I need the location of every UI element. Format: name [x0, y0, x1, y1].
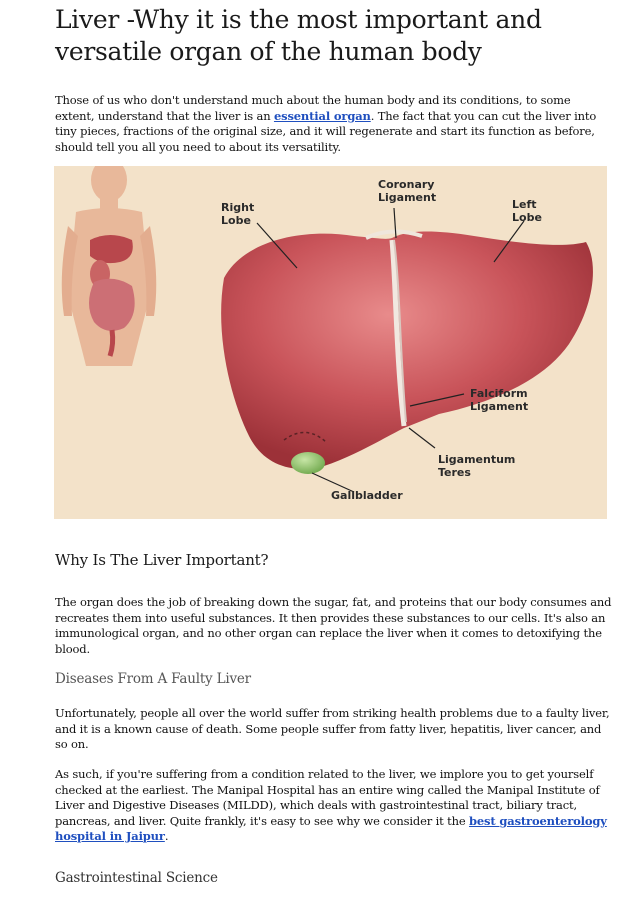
- section2-paragraph-1: Unfortunately, people all over the world suffer from striking health problems due to a faulty liver, and it is a known cause of death. Some people suffer from fatty liver, hepatitis, liver cancer, and so on.: [55, 706, 610, 751]
- section2-text-after: .: [164, 829, 169, 843]
- essential-organ-link[interactable]: essential organ: [273, 108, 371, 123]
- intro-paragraph: [55, 93, 613, 155]
- liver-diagram: [54, 166, 607, 519]
- section2-text-before: As such, if you're suffering from a condition related to the liver, we implore you to get yourself checked at the earliest. The Manipal Hospital has an entire wing called the Manipal Institute of Liver and Digestive Diseases (MILDD), which deals with gastrointestinal tract, biliary tract, pancreas, and liver. Quite frankly, it's easy to see why we consider it the: [55, 767, 600, 828]
- label-coronary-ligament: Coronary Ligament: [378, 178, 437, 204]
- label-falciform-ligament: Falciform Ligament: [470, 387, 529, 413]
- section2-paragraph-2: [55, 767, 613, 845]
- intro-text-before: Those of us who don't understand much about the human body and its conditions, to some extent, understand that the liver is an: [55, 93, 571, 123]
- gastroenterology-hospital-link[interactable]: best gastroenterology hospital in Jaipur: [55, 813, 607, 843]
- section-heading-why-important: Why Is The Liver Important?: [55, 551, 269, 569]
- label-right-lobe: Right Lobe: [221, 201, 255, 227]
- intro-text-after: . The fact that you can cut the liver into tiny pieces, fractions of the original size, and it will regenerate and start its function as before, should tell you all you need to about its versatility.: [55, 108, 597, 154]
- liver-anatomy-figure: [54, 166, 607, 519]
- label-gallbladder: Gallbladder: [331, 489, 403, 502]
- section-heading-diseases: Diseases From A Faulty Liver: [55, 671, 251, 687]
- section1-paragraph: The organ does the job of breaking down the sugar, fat, and proteins that our body consumes and recreates them into useful substances. It then provides these substances to our cells. It's also an immunological organ, and no other organ can replace the liver when it comes to detoxifying the blood.: [55, 595, 612, 656]
- label-left-lobe: Left Lobe: [512, 198, 542, 224]
- section-heading-gastrointestinal: Gastrointestinal Science: [55, 870, 218, 886]
- gallbladder-shape: [291, 452, 325, 474]
- page-title: Liver -Why it is the most important and versatile organ of the human body: [55, 5, 542, 66]
- label-ligamentum-teres: Ligamentum Teres: [438, 453, 516, 479]
